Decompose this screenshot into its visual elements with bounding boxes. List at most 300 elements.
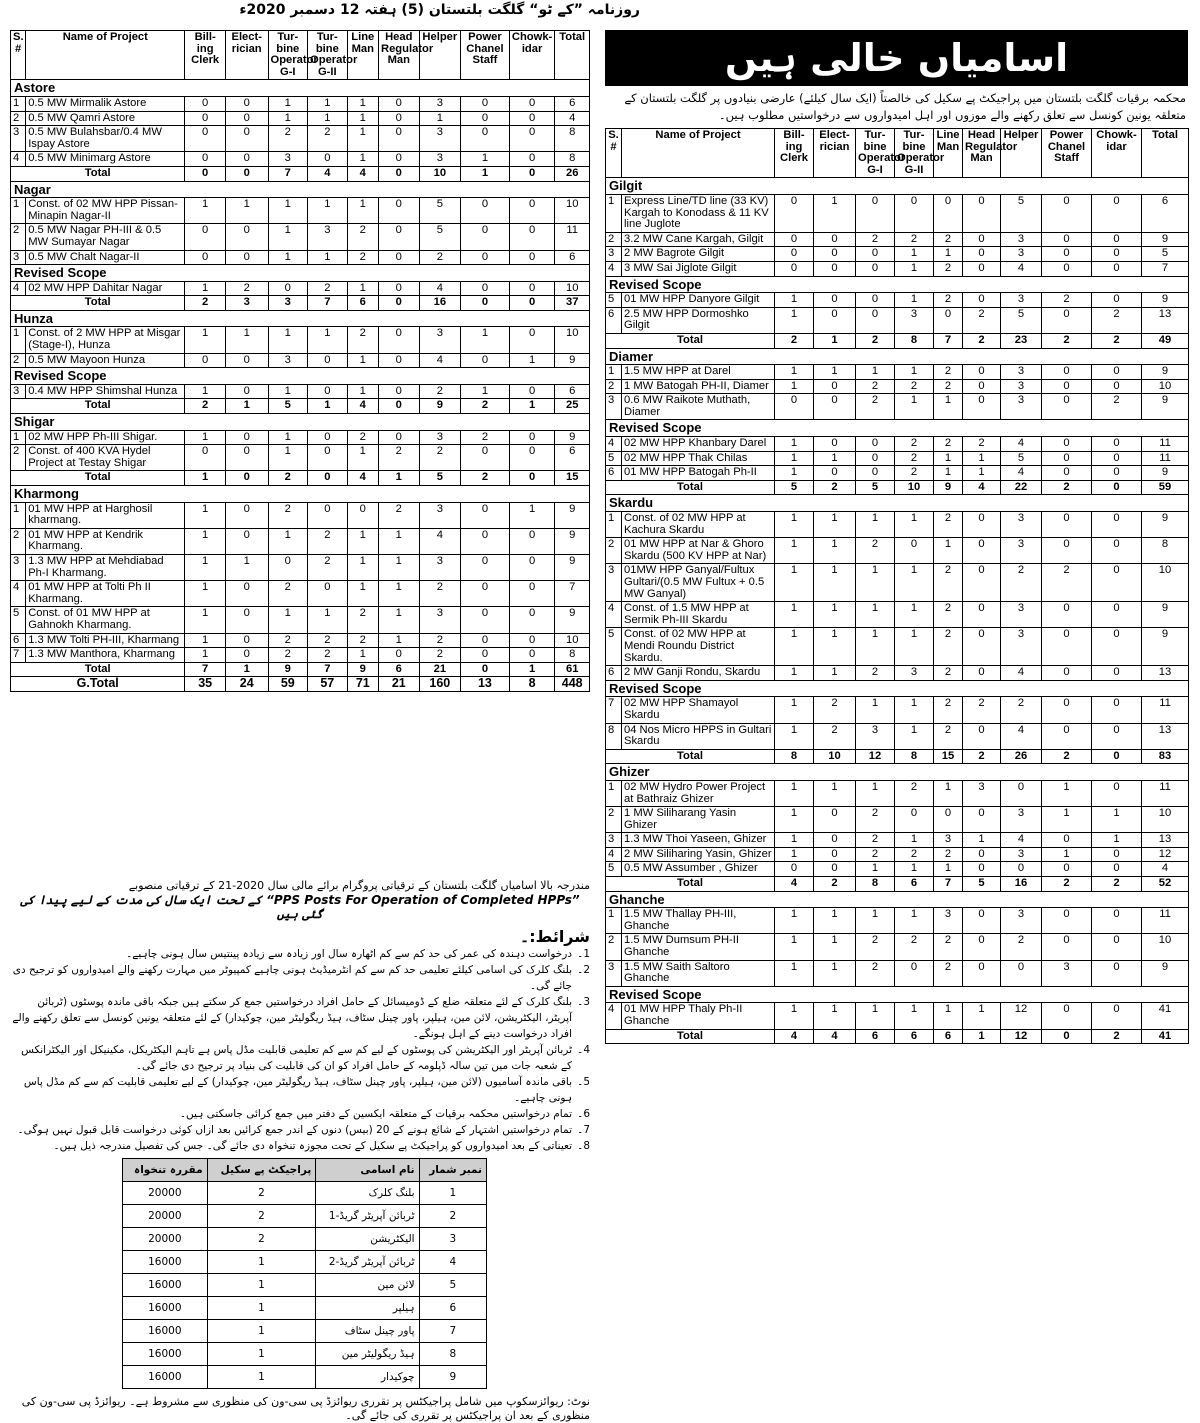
vacancy-count: 0 xyxy=(1092,194,1142,232)
vacancy-count: 0 xyxy=(379,111,420,126)
vacancy-count: 0 xyxy=(1092,512,1142,538)
vacancy-count: 0 xyxy=(1092,934,1142,960)
vacancy-count: 13 xyxy=(1142,833,1189,848)
vacancy-count: 0 xyxy=(268,281,308,296)
project-name: 01 MW HPP Thaly Ph-II Ghanche xyxy=(622,1003,775,1029)
vacancy-count: 0 xyxy=(185,96,226,111)
vacancy-count: 0 xyxy=(775,862,814,877)
vacancy-count: 0 xyxy=(461,502,510,528)
table-row xyxy=(606,437,1189,452)
region-heading-row xyxy=(11,80,590,97)
vacancy-count: 7 xyxy=(555,581,590,607)
vacancy-count: 0 xyxy=(895,194,934,232)
total-count: 23 xyxy=(1001,333,1042,348)
total-count: 2 xyxy=(1042,749,1092,764)
vacancy-count: 0 xyxy=(856,247,895,262)
vacancy-count: 8 xyxy=(555,648,590,663)
vacancy-count: 0 xyxy=(1092,466,1142,481)
total-count: 7 xyxy=(308,662,348,677)
total-count: 8 xyxy=(509,677,555,692)
vacancy-count: 5 xyxy=(419,198,461,224)
vacancy-count: 0 xyxy=(1042,307,1092,333)
vacancy-count: 2 xyxy=(934,847,963,862)
table-row xyxy=(11,581,590,607)
total-row xyxy=(606,1029,1189,1044)
table-row xyxy=(606,666,1189,681)
total-count: 0 xyxy=(1042,1029,1092,1044)
vacancy-count: 0 xyxy=(775,261,814,276)
vacancy-count: 2 xyxy=(1001,697,1042,723)
total-count: 7 xyxy=(934,333,963,348)
serial-number: 4 xyxy=(11,281,26,296)
vacancy-count: 1 xyxy=(268,327,308,353)
vacancy-count: 1 xyxy=(895,394,934,420)
vacancy-count: 1 xyxy=(775,466,814,481)
project-name: 0.4 MW HPP Shimshal Hunza xyxy=(26,384,185,399)
vacancy-count: 1 xyxy=(775,807,814,833)
vacancy-count: 0 xyxy=(856,261,895,276)
serial-number: 4 xyxy=(606,847,622,862)
serial-number: 2 xyxy=(606,232,622,247)
total-count: 1 xyxy=(185,471,226,486)
vacancy-count: 0 xyxy=(379,327,420,353)
project-name: 01 MW HPP at Nar & Ghoro Skardu (500 KV HPP at Nar) xyxy=(622,538,775,564)
total-count: 57 xyxy=(308,677,348,692)
vacancy-count: 1 xyxy=(1042,807,1092,833)
total-count: 21 xyxy=(419,662,461,677)
total-count: 5 xyxy=(963,877,1001,892)
vacancy-count: 0 xyxy=(1042,261,1092,276)
vacancy-count: 2 xyxy=(934,666,963,681)
total-count: 2 xyxy=(963,749,1001,764)
post-name: ہیڈ ریگولیٹر مین xyxy=(316,1343,419,1366)
vacancy-count: 2 xyxy=(268,633,308,648)
vacancy-count: 0 xyxy=(379,224,420,250)
vacancy-count: 3 xyxy=(1001,908,1042,934)
vacancy-count: 2 xyxy=(814,697,856,723)
vacancy-count: 1 xyxy=(268,224,308,250)
column-header: Tur- bine Operator G-II xyxy=(895,129,934,178)
vacancy-count: 1 xyxy=(347,445,378,471)
vacancy-count: 0 xyxy=(225,430,268,445)
vacancy-count: 1 xyxy=(268,111,308,126)
project-name: 1.3 MW Thoi Yaseen, Ghizer xyxy=(622,833,775,848)
vacancy-count: 0 xyxy=(461,607,510,633)
total-count: 6 xyxy=(856,1029,895,1044)
total-count: 6 xyxy=(347,296,378,311)
vacancy-count: 0 xyxy=(1042,628,1092,666)
total-count: 2 xyxy=(814,480,856,495)
region-name: Revised Scope xyxy=(11,368,590,385)
vacancy-count: 6 xyxy=(555,96,590,111)
fixed-salary: 16000 xyxy=(123,1297,208,1320)
total-count: 5 xyxy=(775,480,814,495)
vacancy-count: 0 xyxy=(225,528,268,554)
vacancy-count: 3 xyxy=(419,327,461,353)
column-header: S. # xyxy=(11,31,26,80)
project-name: 02 MW Hydro Power Project at Bathraiz Ghizer xyxy=(622,780,775,806)
project-name: 0.5 MW Bulahsbar/0.4 MW Ispay Astore xyxy=(26,126,185,152)
serial-number: 4 xyxy=(606,261,622,276)
table-row xyxy=(11,430,590,445)
vacancy-count: 2 xyxy=(934,293,963,308)
vacancy-count: 0 xyxy=(185,111,226,126)
vacancy-count: 4 xyxy=(419,353,461,368)
vacancy-count: 11 xyxy=(555,224,590,250)
vacancy-count: 2 xyxy=(934,365,963,380)
vacancy-count: 1 xyxy=(856,365,895,380)
vacancy-count: 0 xyxy=(509,111,555,126)
vacancy-count: 11 xyxy=(1142,780,1189,806)
total-count: 0 xyxy=(379,296,420,311)
vacancy-count: 1 xyxy=(934,466,963,481)
total-count: 1 xyxy=(379,471,420,486)
vacancy-count: 8 xyxy=(555,126,590,152)
vacancy-count: 0 xyxy=(856,307,895,333)
vacancy-count: 0 xyxy=(225,353,268,368)
serial-number: 1 xyxy=(11,327,26,353)
conditions-heading: شرائط:۔ xyxy=(519,927,590,946)
project-name: 1.5 MW Thallay PH-III, Ghanche xyxy=(622,908,775,934)
vacancy-count: 0 xyxy=(963,538,1001,564)
vacancy-count: 1 xyxy=(963,451,1001,466)
condition-item xyxy=(10,1042,590,1074)
total-count: 0 xyxy=(185,166,226,181)
vacancy-count: 0 xyxy=(1042,602,1092,628)
vacancy-count: 0 xyxy=(814,847,856,862)
serial-number: 5 xyxy=(419,1274,486,1297)
total-count: 3 xyxy=(225,296,268,311)
serial-number: 2 xyxy=(11,528,26,554)
project-name: 02 MW HPP Khanbary Darel xyxy=(622,437,775,452)
vacancy-count: 3 xyxy=(268,152,308,167)
total-count: 4 xyxy=(347,471,378,486)
total-count: 37 xyxy=(555,296,590,311)
serial-number: 5 xyxy=(606,628,622,666)
vacancy-count: 8 xyxy=(555,152,590,167)
vacancy-count: 2 xyxy=(268,581,308,607)
vacancy-count: 3 xyxy=(895,666,934,681)
vacancy-count: 1 xyxy=(814,934,856,960)
total-count: 7 xyxy=(308,296,348,311)
vacancy-count: 0 xyxy=(308,353,348,368)
vacancy-count: 3 xyxy=(1001,394,1042,420)
table-row xyxy=(11,281,590,296)
vacancy-count: 3 xyxy=(1001,538,1042,564)
project-pay-scale: 2 xyxy=(207,1228,316,1251)
total-count: 4 xyxy=(775,1029,814,1044)
vacancy-count: 2 xyxy=(419,250,461,265)
vacancy-count: 1 xyxy=(856,628,895,666)
dateline: روزنامہ ”کے ٹو“ گلگت بلتستان (5) ہفتہ 12 دسمبر 2020ء xyxy=(239,2,640,18)
vacancy-count: 0 xyxy=(1092,437,1142,452)
region-name: Revised Scope xyxy=(606,276,1189,293)
vacancy-count: 3 xyxy=(934,833,963,848)
vacancy-count: 3 xyxy=(419,96,461,111)
vacancy-count: 0 xyxy=(461,554,510,580)
vacancy-count: 0 xyxy=(461,224,510,250)
vacancy-count: 0 xyxy=(1042,466,1092,481)
vacancy-count: 0 xyxy=(1092,862,1142,877)
vacancy-count: 1 xyxy=(775,934,814,960)
total-count: 0 xyxy=(509,471,555,486)
serial-number: 2 xyxy=(11,224,26,250)
project-name: 02 MW HPP Shamayol Skardu xyxy=(622,697,775,723)
serial-number: 1 xyxy=(11,198,26,224)
vacancy-count: 0 xyxy=(379,152,420,167)
vacancy-count: 3 xyxy=(419,430,461,445)
vacancy-count: 1 xyxy=(814,960,856,986)
table-row xyxy=(11,528,590,554)
region-heading-row xyxy=(11,310,590,327)
vacancy-count: 0 xyxy=(963,862,1001,877)
vacancy-count: 6 xyxy=(555,384,590,399)
vacancy-count: 0 xyxy=(1092,379,1142,394)
project-pay-scale: 1 xyxy=(207,1251,316,1274)
vacancy-count: 3 xyxy=(1001,602,1042,628)
total-count: 6 xyxy=(895,877,934,892)
vacancy-count: 0 xyxy=(963,512,1001,538)
vacancy-count: 1 xyxy=(268,250,308,265)
region-name: Nagar xyxy=(11,181,590,198)
vacancy-count: 1 xyxy=(185,281,226,296)
vacancy-count: 0 xyxy=(461,353,510,368)
vacancy-count: 0 xyxy=(814,466,856,481)
serial-number: 7 xyxy=(606,697,622,723)
vacancy-count: 2 xyxy=(895,466,934,481)
total-count: 24 xyxy=(225,677,268,692)
fixed-salary: 20000 xyxy=(123,1182,208,1205)
table-row xyxy=(11,224,590,250)
vacancy-count: 4 xyxy=(419,281,461,296)
total-label: Total xyxy=(606,480,775,495)
pay-scale-table xyxy=(122,1158,487,1389)
vacancy-count: 6 xyxy=(555,250,590,265)
table-row xyxy=(606,194,1189,232)
pay-row xyxy=(123,1205,487,1228)
total-count: 160 xyxy=(419,677,461,692)
project-name: 1.3 MW Tolti PH-III, Kharmang xyxy=(26,633,185,648)
total-count: 21 xyxy=(379,677,420,692)
project-pay-scale: 1 xyxy=(207,1297,316,1320)
vacancy-count: 1 xyxy=(895,697,934,723)
vacancy-count: 1 xyxy=(379,581,420,607)
table-row xyxy=(606,564,1189,602)
vacancy-count: 2 xyxy=(934,934,963,960)
vacancy-count: 4 xyxy=(1001,666,1042,681)
project-pay-scale: 1 xyxy=(207,1366,316,1389)
vacancy-count: 2 xyxy=(308,528,348,554)
serial-number: 4 xyxy=(11,581,26,607)
condition-item xyxy=(10,1122,590,1138)
total-count: 0 xyxy=(509,296,555,311)
vacancy-count: 1 xyxy=(895,293,934,308)
total-row xyxy=(606,749,1189,764)
vacancy-count: 3 xyxy=(1001,807,1042,833)
project-name: 1.3 MW Manthora, Kharmang xyxy=(26,648,185,663)
project-name: 1.3 MW HPP at Mehdiabad Ph-I Kharmang. xyxy=(26,554,185,580)
post-name: پاور چینل سٹاف xyxy=(316,1320,419,1343)
vacancy-count: 2 xyxy=(308,633,348,648)
region-name: Revised Scope xyxy=(11,265,590,282)
vacancy-count: 0 xyxy=(308,384,348,399)
vacancy-count: 2 xyxy=(379,502,420,528)
total-count: 6 xyxy=(379,662,420,677)
vacancy-count: 1 xyxy=(379,528,420,554)
total-count: 1 xyxy=(814,333,856,348)
vacancy-count: 3 xyxy=(1042,960,1092,986)
vacancy-count: 1 xyxy=(185,384,226,399)
condition-text: تمام درخواستیں اشتہار کے شائع ہونے کے 20 (بیس) دنوں کے اندر جمع کرائیں بعد ازاں کوئی درخواست قابل قبول نہیں ہوگی۔ xyxy=(17,1124,572,1136)
table-row xyxy=(606,261,1189,276)
total-count: 0 xyxy=(308,471,348,486)
vacancy-count: 10 xyxy=(555,327,590,353)
vacancy-count: 3 xyxy=(1001,293,1042,308)
vacancy-count: 1 xyxy=(225,327,268,353)
vacancy-count: 9 xyxy=(1142,628,1189,666)
project-name: 01 MW HPP at Harghosil kharmang. xyxy=(26,502,185,528)
vacancy-count: 2 xyxy=(1001,564,1042,602)
vacancy-count: 10 xyxy=(1142,807,1189,833)
serial-number: 2 xyxy=(419,1205,486,1228)
table-row xyxy=(11,353,590,368)
total-count: 2 xyxy=(1042,877,1092,892)
table-row xyxy=(11,633,590,648)
vacancy-count: 0 xyxy=(509,607,555,633)
vacancy-count: 0 xyxy=(509,198,555,224)
vacancy-count: 13 xyxy=(1142,666,1189,681)
vacancy-count: 13 xyxy=(1142,723,1189,749)
vacancy-count: 9 xyxy=(555,430,590,445)
vacancy-count: 1 xyxy=(775,908,814,934)
table-row xyxy=(606,365,1189,380)
vacancy-count: 1 xyxy=(308,111,348,126)
vacancy-count: 2 xyxy=(963,307,1001,333)
vacancy-count: 0 xyxy=(225,633,268,648)
table-row xyxy=(606,934,1189,960)
vacancy-count: 0 xyxy=(1042,451,1092,466)
vacancy-count: 1 xyxy=(185,327,226,353)
vacancy-count: 0 xyxy=(963,394,1001,420)
vacancy-count: 1 xyxy=(814,628,856,666)
vacancy-count: 0 xyxy=(1042,437,1092,452)
table-row xyxy=(606,833,1189,848)
total-count: 7 xyxy=(185,662,226,677)
vacancy-count: 1 xyxy=(775,564,814,602)
serial-number: 5 xyxy=(11,607,26,633)
total-count: 0 xyxy=(225,166,268,181)
condition-number: 1۔ xyxy=(577,948,590,960)
table-row xyxy=(606,960,1189,986)
total-count: 1 xyxy=(509,399,555,414)
column-header: Power Chanel Staff xyxy=(1042,129,1092,178)
vacancy-count: 1 xyxy=(268,96,308,111)
vacancy-count: 8 xyxy=(1142,538,1189,564)
column-header: S. # xyxy=(606,129,622,178)
vacancy-count: 0 xyxy=(379,250,420,265)
fixed-salary: 16000 xyxy=(123,1366,208,1389)
vacancy-count: 1 xyxy=(895,833,934,848)
vacancy-count: 2 xyxy=(856,960,895,986)
vacancy-count: 0 xyxy=(185,126,226,152)
vacancy-count: 0 xyxy=(856,466,895,481)
table-row xyxy=(11,648,590,663)
vacancy-count: 3 xyxy=(934,908,963,934)
vacancy-count: 1 xyxy=(814,908,856,934)
table-row xyxy=(606,908,1189,934)
project-name: 01 MW HPP at Tolti Ph II Kharmang. xyxy=(26,581,185,607)
note: نوٹ: ریوائزسکوپ میں شامل پراجیکٹس پر تقرری ریوائزڈ پی سی-ون کی منظوری سے مشروط ہے۔ ریوائزڈ پی سی-ون کی منظوری کے بعد ان پراجیکٹس پر تقرری کی جائے گی۔ xyxy=(21,1395,590,1422)
vacancy-count: 1 xyxy=(856,1003,895,1029)
column-header: Helper xyxy=(419,31,461,80)
condition-text: باقی ماندہ آسامیوں (لائن مین، ہیلپر، پاور چینل سٹاف، ہیڈ ریگولیٹر مین، چوکیدار) کے لیے تعلیمی قابلیت کم سے کم مڈل پاس ہونی چاہیے۔ xyxy=(23,1076,572,1104)
vacancy-count: 0 xyxy=(509,250,555,265)
column-header: Chowk- idar xyxy=(509,31,555,80)
vacancy-count: 0 xyxy=(856,293,895,308)
table-row xyxy=(606,247,1189,262)
total-count: 9 xyxy=(347,662,378,677)
vacancy-count: 2 xyxy=(934,232,963,247)
table-row xyxy=(606,862,1189,877)
region-name: Diamer xyxy=(606,348,1189,365)
total-count: 22 xyxy=(1001,480,1042,495)
vacancy-count: 10 xyxy=(1142,379,1189,394)
serial-number: 3 xyxy=(419,1228,486,1251)
vacancy-count: 0 xyxy=(509,152,555,167)
vacancy-count: 0 xyxy=(814,307,856,333)
region-name: Revised Scope xyxy=(606,420,1189,437)
vacancy-count: 3 xyxy=(1001,628,1042,666)
region-name: Revised Scope xyxy=(606,680,1189,697)
vacancy-count: 2 xyxy=(814,723,856,749)
region-heading-row xyxy=(11,486,590,503)
vacancy-count: 0 xyxy=(814,261,856,276)
serial-number: 2 xyxy=(11,111,26,126)
vacancy-count: 3 xyxy=(1001,365,1042,380)
pps-note: ”PPS Posts For Operation of Completed HPPs“ کے تحت ایک سال کی مدت کے لیے پیدا کی گئی ہیں xyxy=(20,893,580,921)
conditions-list xyxy=(10,946,590,1154)
vacancy-count: 1 xyxy=(775,833,814,848)
vacancy-count: 0 xyxy=(1042,512,1092,538)
column-header: Tur- bine Operator G-II xyxy=(308,31,348,80)
vacancy-count: 0 xyxy=(225,648,268,663)
table-row xyxy=(606,379,1189,394)
fixed-salary: 16000 xyxy=(123,1343,208,1366)
condition-number: 7۔ xyxy=(577,1124,590,1136)
vacancy-count: 1 xyxy=(461,327,510,353)
vacancy-count: 1 xyxy=(814,602,856,628)
vacancy-count: 0 xyxy=(225,607,268,633)
pay-row xyxy=(123,1343,487,1366)
vacancy-count: 2 xyxy=(419,384,461,399)
vacancy-count: 1 xyxy=(347,528,378,554)
vacancy-count: 2 xyxy=(1042,564,1092,602)
total-label: Total xyxy=(11,399,185,414)
vacancy-count: 1 xyxy=(895,908,934,934)
vacancy-count: 1 xyxy=(379,607,420,633)
serial-number: 9 xyxy=(419,1366,486,1389)
vacancy-count: 0 xyxy=(461,633,510,648)
total-count: 5 xyxy=(419,471,461,486)
condition-item xyxy=(10,1106,590,1122)
serial-number: 4 xyxy=(606,1003,622,1029)
vacancy-count: 1 xyxy=(775,666,814,681)
vacancy-count: 9 xyxy=(555,353,590,368)
vacancy-count: 5 xyxy=(1142,247,1189,262)
serial-number: 2 xyxy=(606,934,622,960)
vacancy-count: 2 xyxy=(856,934,895,960)
vacancy-count: 0 xyxy=(509,648,555,663)
